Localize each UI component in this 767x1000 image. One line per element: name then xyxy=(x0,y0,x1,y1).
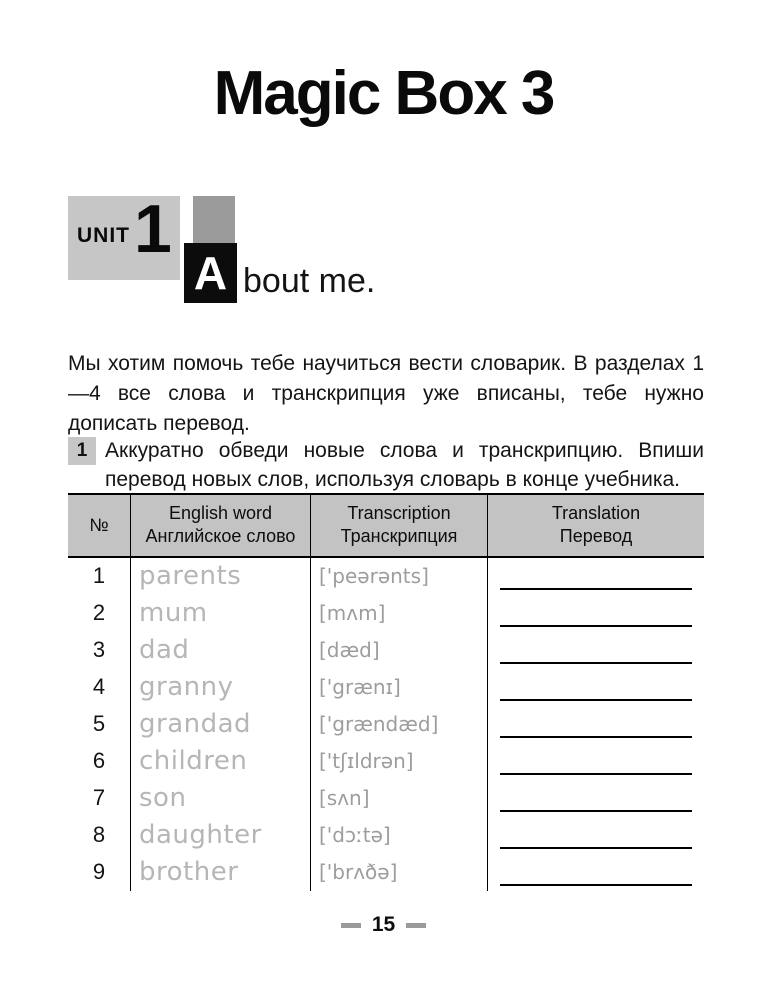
unit-gray-box xyxy=(68,191,180,280)
exercise-instructions: Аккуратно обведи новые слова и транскрипцию. Впиши перевод новых слов, используя словарь в конце учебника. xyxy=(105,439,704,492)
translation-cell xyxy=(487,706,704,743)
english-word: brother xyxy=(130,854,310,891)
transcription: [dæd] xyxy=(310,632,487,669)
table-row xyxy=(68,780,704,817)
table-row xyxy=(68,632,704,669)
translation-cell xyxy=(487,595,704,632)
translation-cell xyxy=(487,632,704,669)
table-row xyxy=(68,558,704,595)
row-number: 5 xyxy=(92,711,106,737)
header-english-word: English word Английское слово xyxy=(130,495,310,556)
transcription: [sʌn] xyxy=(310,780,487,817)
english-word: son xyxy=(130,780,310,817)
footer-dash-right xyxy=(406,923,426,928)
translation-write-line xyxy=(500,859,692,886)
translation-write-line xyxy=(500,748,692,775)
header-transcription: Transcription Транскрипция xyxy=(310,495,487,556)
translation-write-line xyxy=(500,563,692,590)
table-row xyxy=(68,743,704,780)
row-number: 7 xyxy=(92,785,106,811)
row-number: 8 xyxy=(92,822,106,848)
exercise-1 xyxy=(68,436,704,495)
english-word: daughter xyxy=(130,817,310,854)
table-header-row xyxy=(68,493,704,558)
unit-title: bout me. xyxy=(243,262,376,300)
translation-cell xyxy=(487,558,704,595)
transcription: ['dɔːtə] xyxy=(310,817,487,854)
transcription: [mʌm] xyxy=(310,595,487,632)
translation-write-line xyxy=(500,785,692,812)
table-row xyxy=(68,854,704,891)
translation-cell xyxy=(487,854,704,891)
transcription: ['brʌðə] xyxy=(310,854,487,891)
header-number: № xyxy=(89,514,109,535)
english-word: grandad xyxy=(130,706,310,743)
english-word: parents xyxy=(130,558,310,595)
unit-banner xyxy=(68,191,528,308)
unit-number: 1 xyxy=(134,191,172,267)
table-row xyxy=(68,669,704,706)
vocabulary-table xyxy=(68,493,704,891)
translation-write-line xyxy=(500,674,692,701)
row-number: 9 xyxy=(92,859,106,885)
page-number: 15 xyxy=(371,913,396,936)
translation-cell xyxy=(487,743,704,780)
row-number: 2 xyxy=(92,600,106,626)
english-word: granny xyxy=(130,669,310,706)
translation-cell xyxy=(487,817,704,854)
translation-cell xyxy=(487,669,704,706)
table-row xyxy=(68,706,704,743)
transcription: ['peərənts] xyxy=(310,558,487,595)
page-footer xyxy=(0,913,767,937)
translation-write-line xyxy=(500,711,692,738)
translation-write-line xyxy=(500,822,692,849)
row-number: 1 xyxy=(92,563,106,589)
header-translation: Translation Перевод xyxy=(487,495,704,556)
english-word: children xyxy=(130,743,310,780)
translation-write-line xyxy=(500,600,692,627)
exercise-number-badge: 1 xyxy=(68,437,96,465)
english-word: mum xyxy=(130,595,310,632)
translation-write-line xyxy=(500,637,692,664)
row-number: 3 xyxy=(92,637,106,663)
unit-title-dropcap: A xyxy=(184,243,237,303)
table-row xyxy=(68,817,704,854)
unit-label: UNIT xyxy=(77,224,130,247)
transcription: ['tʃɪldrən] xyxy=(310,743,487,780)
row-number: 6 xyxy=(92,748,106,774)
intro-paragraph: Мы хотим помочь тебе научиться вести словарик. В разделах 1—4 все слова и транскрипция уже вписаны, тебе нужно дописать перевод. xyxy=(68,352,704,436)
book-title: Magic Box 3 xyxy=(213,59,554,128)
table-row xyxy=(68,595,704,632)
transcription: ['grænɪ] xyxy=(310,669,487,706)
transcription: ['grændæd] xyxy=(310,706,487,743)
english-word: dad xyxy=(130,632,310,669)
row-number: 4 xyxy=(92,674,106,700)
translation-cell xyxy=(487,780,704,817)
footer-dash-left xyxy=(341,923,361,928)
